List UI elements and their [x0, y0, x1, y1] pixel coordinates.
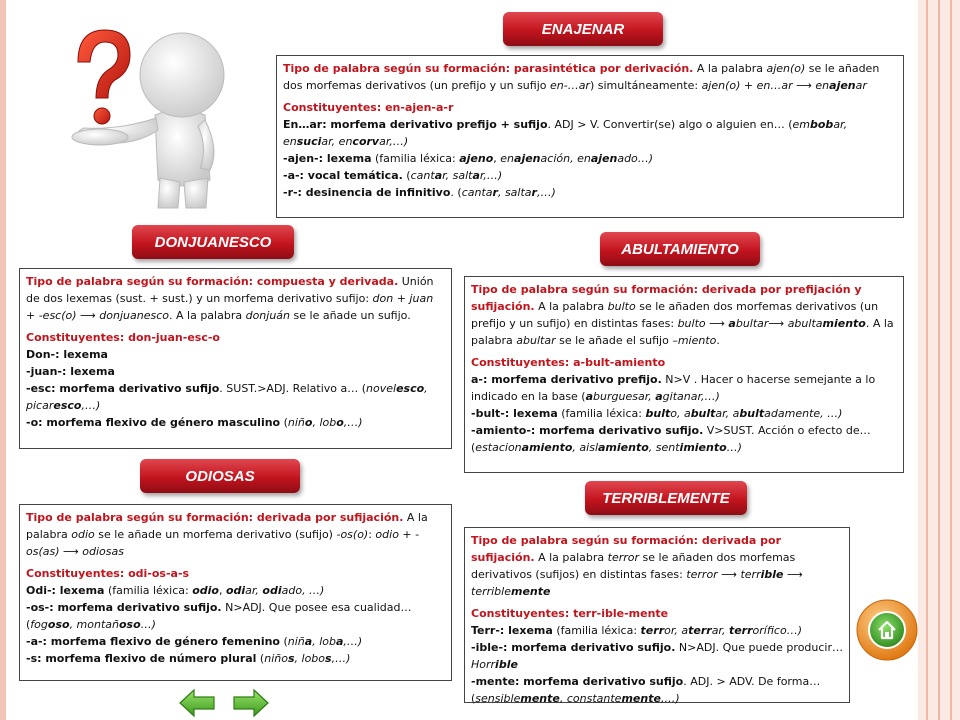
- abultamiento-line-1: a-: morfema derivativo prefijo. N>V . Hacer o hacerse semejante a lo indicado en la base (aburguesar, agitanar,…): [471, 373, 876, 403]
- enajenar-tipo: Tipo de palabra según su formación: parasintética por derivación. A la palabra ajen(o) se le añaden dos morfemas derivativos (un prefijo y un sufijo en-…ar) simultáneamente: ajen(o) + en…ar ⟶ enajenar: [283, 62, 880, 92]
- enajenar-line-3: -a-: vocal temática. (cantar, saltar,…): [283, 169, 503, 182]
- odiosas-box: [19, 504, 452, 681]
- donjuanesco-line-2: -juan-: lexema: [26, 365, 115, 378]
- enajenar-box: [276, 55, 904, 218]
- abultamiento-title: ABULTAMIENTO: [621, 240, 739, 258]
- abultamiento-line-3: -amiento-: morfema derivativo sufijo. V>SUST. Acción o efecto de… (estacionamiento, aislamiento, sentimiento…): [471, 424, 871, 454]
- donjuanesco-line-3: -esc: morfema derivativo sufijo. SUST.>ADJ. Relativo a… (novelesco, picaresco,…): [26, 382, 428, 412]
- donjuanesco-title-pill[interactable]: [132, 225, 294, 259]
- donjuanesco-box: [19, 268, 452, 449]
- terriblemente-line-2: -ible-: morfema derivativo sufijo. N>ADJ. Que puede producir… Horrible: [471, 641, 844, 671]
- enajenar-title-pill[interactable]: [503, 12, 663, 46]
- enajenar-line-1: En…ar: morfema derivativo prefijo + sufijo. ADJ > V. Convertir(se) algo o alguien en… (embobar, ensuciar, encorvar,…): [283, 118, 848, 148]
- terriblemente-line-3: -mente: morfema derivativo sufijo. ADJ. > ADV. De forma… (sensiblemente, constantemente,…): [471, 675, 821, 705]
- odiosas-line-2: -os-: morfema derivativo sufijo. N>ADJ. Que posee esa cualidad… (fogoso, montañoso…): [26, 601, 412, 631]
- abultamiento-line-2: -bult-: lexema (familia léxica: bulto, abultar, abultadamente, …): [471, 407, 843, 420]
- question-mark-figure-icon: [60, 20, 260, 210]
- odiosas-title-pill[interactable]: [140, 459, 300, 493]
- terriblemente-box: [464, 527, 850, 703]
- terriblemente-title: TERRIBLEMENTE: [602, 489, 730, 507]
- abultamiento-tipo: Tipo de palabra según su formación: derivada por prefijación y sufijación. A la palabra bulto se le añaden dos morfemas derivativos (un prefijo y un sufijo) en distintas fases: bulto ⟶ abultar⟶ abultamiento. A la palabra abultar se le añade el sufijo –miento.: [471, 283, 894, 347]
- arrow-right-icon[interactable]: [232, 688, 270, 718]
- terriblemente-constituyentes: Constituyentes: terr-ible-mente: [471, 607, 669, 620]
- home-icon[interactable]: [855, 598, 919, 662]
- odiosas-line-4: -s: morfema flexivo de número plural (niños, lobos,…): [26, 652, 351, 665]
- odiosas-title: ODIOSAS: [185, 467, 255, 485]
- terriblemente-tipo: Tipo de palabra según su formación: derivada por sufijación. A la palabra terror se le añaden dos morfemas derivativos (sufijos) en distintas fases: terror ⟶ terrible ⟶ terriblemente: [471, 534, 803, 598]
- odiosas-line-1: Odi-: lexema (familia léxica: odio, odiar, odiado, …): [26, 584, 325, 597]
- donjuanesco-tipo: Tipo de palabra según su formación: compuesta y derivada. Unión de dos lexemas (sust. + sust.) y un morfema derivativo sufijo: don + juan + -esc(o) ⟶ donjuanesco. A la palabra donjuán se le añade un sufijo.: [26, 275, 434, 322]
- enajenar-line-2: -ajen-: lexema (familia léxica: ajeno, enajenación, enajenado…): [283, 152, 654, 165]
- odiosas-tipo: Tipo de palabra según su formación: derivada por sufijación. A la palabra odio se le añade un morfema derivativo (sufijo) -os(o): odio + -os(as) ⟶ odiosas: [26, 511, 428, 558]
- enajenar-line-4: -r-: desinencia de infinitivo. (cantar, saltar,…): [283, 186, 556, 199]
- arrow-left-icon[interactable]: [178, 688, 216, 718]
- donjuanesco-title: DONJUANESCO: [154, 233, 272, 251]
- donjuanesco-line-4: -o: morfema flexivo de género masculino (niño, lobo,…): [26, 416, 363, 429]
- right-frame-stripes: [918, 0, 960, 720]
- odiosas-line-3: -a-: morfema flexivo de género femenino (niña, loba,…): [26, 635, 363, 648]
- abultamiento-box: [464, 276, 904, 473]
- left-frame-stripe: [0, 0, 6, 720]
- donjuanesco-constituyentes: Constituyentes: don-juan-esc-o: [26, 331, 220, 344]
- terriblemente-title-pill[interactable]: [585, 481, 747, 515]
- odiosas-constituyentes: Constituyentes: odi-os-a-s: [26, 567, 190, 580]
- enajenar-constituyentes: Constituyentes: en-ajen-a-r: [283, 101, 454, 114]
- abultamiento-constituyentes: Constituyentes: a-bult-amiento: [471, 356, 666, 369]
- terriblemente-line-1: Terr-: lexema (familia léxica: terror, aterrar, terrorífico…): [471, 624, 802, 637]
- abultamiento-title-pill[interactable]: [600, 232, 760, 266]
- enajenar-title: ENAJENAR: [541, 20, 625, 38]
- donjuanesco-line-1: Don-: lexema: [26, 348, 108, 361]
